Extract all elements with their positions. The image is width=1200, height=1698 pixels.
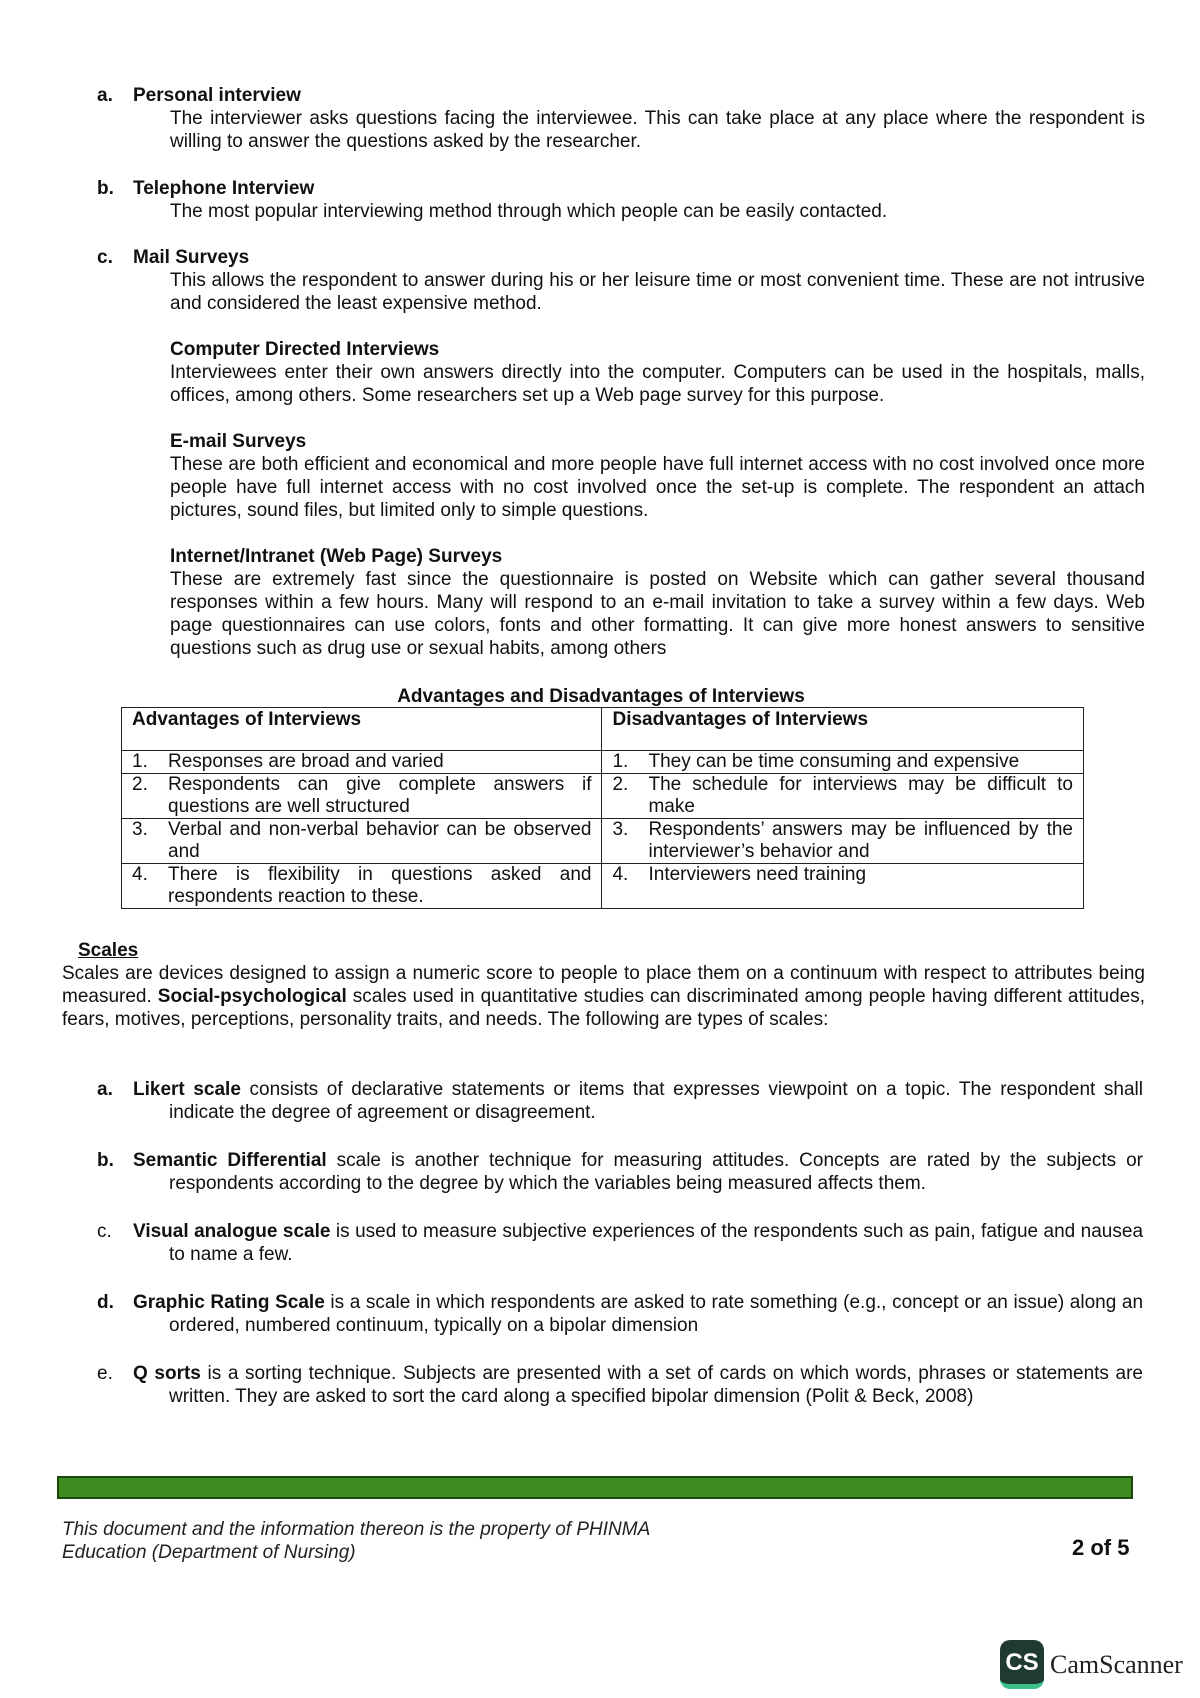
table-caption: Advantages and Disadvantages of Interviews — [397, 686, 805, 707]
telephone-interview-text: The most popular interviewing method through which people can be easily contacted. — [170, 201, 888, 222]
footer-note — [62, 1518, 650, 1564]
advantage-cell: Responses are broad and varied — [168, 751, 444, 772]
table-row — [122, 774, 1084, 819]
disadvantage-cell: Respondents’ answers may be influenced by the interviewer’s behavior and — [648, 819, 1073, 862]
mail-surveys-text: This allows the respondent to answer during his or her leisure time or most convenient time. These are not intrusive and considered the least expensive method. — [170, 270, 1145, 314]
web-surveys-text: These are extremely fast since the questionnaire is posted on Website which can gather several thousand responses within a few hours. Many will respond to an e-mail invitation to take a survey within a few days. Web page questionnaires can use colors, fonts and other formatting. It can give more honest answers to sensitive questions such as drug use or sexual habits, among others — [170, 569, 1145, 659]
scales-intro-part2: scales used in quantitative studies can discriminated among people having different attitudes, fears, motives, perceptions, personality traits, and needs. The following are types of scales: — [62, 986, 1146, 1030]
footer-line-2: Education (Department of Nursing) — [62, 1542, 356, 1563]
disadvantages-header: Disadvantages of Interviews — [602, 708, 1084, 751]
computer-directed-heading: Computer Directed Interviews — [170, 339, 440, 360]
item-letter-c: c. — [97, 247, 113, 268]
scales-intro — [62, 962, 1145, 1031]
scale-item-letter: b. — [97, 1150, 114, 1171]
scale-description: consists of declarative statements or items that expresses viewpoint on a topic. The respondent shall indicate the degree of agreement or disagreement. — [169, 1079, 1143, 1123]
email-surveys-text: These are both efficient and economical and more people have full internet access with no cost involved once more people have full internet access with no cost involved once the set-up is complete. The respondent an attach pictures, sound files, but limited only to simple questions. — [170, 454, 1145, 521]
disadvantage-cell: They can be time consuming and expensive — [648, 751, 1020, 772]
page-number: 2 of 5 — [1072, 1535, 1130, 1560]
row-number: 3. — [132, 819, 148, 840]
personal-interview-text: The interviewer asks questions facing the interviewee. This can take place at any place where the respondent is willing to answer the questions asked by the researcher. — [170, 108, 1145, 152]
advantages-header: Advantages of Interviews — [122, 708, 602, 751]
scale-description: is a scale in which respondents are asked to rate something (e.g., concept or an issue) along an ordered, numbered continuum, typically on a bipolar dimension — [169, 1292, 1144, 1336]
advantage-cell: Respondents can give complete answers if questions are well structured — [168, 774, 592, 817]
disadvantage-cell: The schedule for interviews may be difficult to make — [648, 774, 1073, 817]
camscanner-text: CamScanner — [1050, 1650, 1183, 1679]
scales-intro-bold: Social-psychological — [157, 986, 347, 1007]
scale-item-graphic-rating — [97, 1291, 1143, 1337]
scale-term: Likert scale — [133, 1079, 241, 1100]
scale-term: Graphic Rating Scale — [133, 1292, 325, 1313]
item-letter-b: b. — [97, 178, 114, 199]
row-number: 1. — [132, 751, 148, 772]
table-row — [122, 864, 1084, 909]
table-row — [122, 819, 1084, 864]
scale-item-likert — [97, 1078, 1143, 1124]
scale-item-semantic — [97, 1149, 1143, 1195]
footer-line-1: This document and the information thereon is the property of PHINMA — [62, 1519, 651, 1540]
row-number: 4. — [132, 864, 148, 885]
scale-item-letter: d. — [97, 1292, 114, 1313]
telephone-interview-heading: Telephone Interview — [133, 178, 315, 199]
email-surveys-heading: E-mail Surveys — [170, 431, 307, 452]
web-surveys-heading: Internet/Intranet (Web Page) Surveys — [170, 546, 503, 567]
item-letter-a: a. — [97, 85, 113, 106]
table-row — [122, 751, 1084, 774]
advantage-cell: Verbal and non-verbal behavior can be observed and — [168, 819, 592, 862]
row-number: 3. — [612, 819, 629, 840]
advantage-cell: There is flexibility in questions asked and respondents reaction to these. — [168, 864, 592, 907]
camscanner-watermark — [1000, 1640, 1183, 1689]
scale-item-letter: e. — [97, 1363, 113, 1384]
camscanner-logo-icon: CS — [1000, 1640, 1044, 1689]
scale-description: scale is another technique for measuring attitudes. Concepts are rated by the subjects or respondents according to the degree by which the variables being measured affects them. — [169, 1150, 1143, 1194]
row-number: 2. — [612, 774, 629, 795]
scales-heading: Scales — [78, 940, 139, 961]
computer-directed-text: Interviewees enter their own answers directly into the computer. Computers can be used in the hospitals, malls, offices, among others. Some researchers set up a Web page survey for this purpose. — [170, 362, 1145, 406]
advantages-table — [121, 707, 1084, 909]
scale-description: is used to measure subjective experiences of the respondents such as pain, fatigue and nausea to name a few. — [169, 1221, 1144, 1265]
scale-term: Visual analogue scale — [133, 1221, 331, 1242]
row-number: 2. — [132, 774, 148, 795]
disadvantage-cell: Interviewers need training — [648, 864, 867, 885]
scale-description: is a sorting technique. Subjects are presented with a set of cards on which words, phrases or statements are written. They are asked to sort the card along a specified bipolar dimension (Polit & Beck, 2008) — [169, 1363, 1143, 1407]
table-header-row — [122, 708, 1084, 751]
personal-interview-heading: Personal interview — [133, 85, 301, 106]
scale-item-letter: a. — [97, 1079, 113, 1100]
scale-item-visual-analogue — [97, 1220, 1143, 1266]
mail-surveys-heading: Mail Surveys — [133, 247, 250, 268]
row-number: 4. — [612, 864, 629, 885]
row-number: 1. — [612, 751, 629, 772]
scale-term: Q sorts — [133, 1363, 201, 1384]
scale-item-q-sorts — [97, 1362, 1143, 1408]
scale-item-letter: c. — [97, 1221, 112, 1242]
scale-term: Semantic Differential — [133, 1150, 327, 1171]
footer-bar — [57, 1476, 1133, 1499]
scales-intro-part1: Scales are devices designed to assign a numeric score to people to place them on a continuum with respect to attributes being measured. — [62, 963, 1145, 1007]
